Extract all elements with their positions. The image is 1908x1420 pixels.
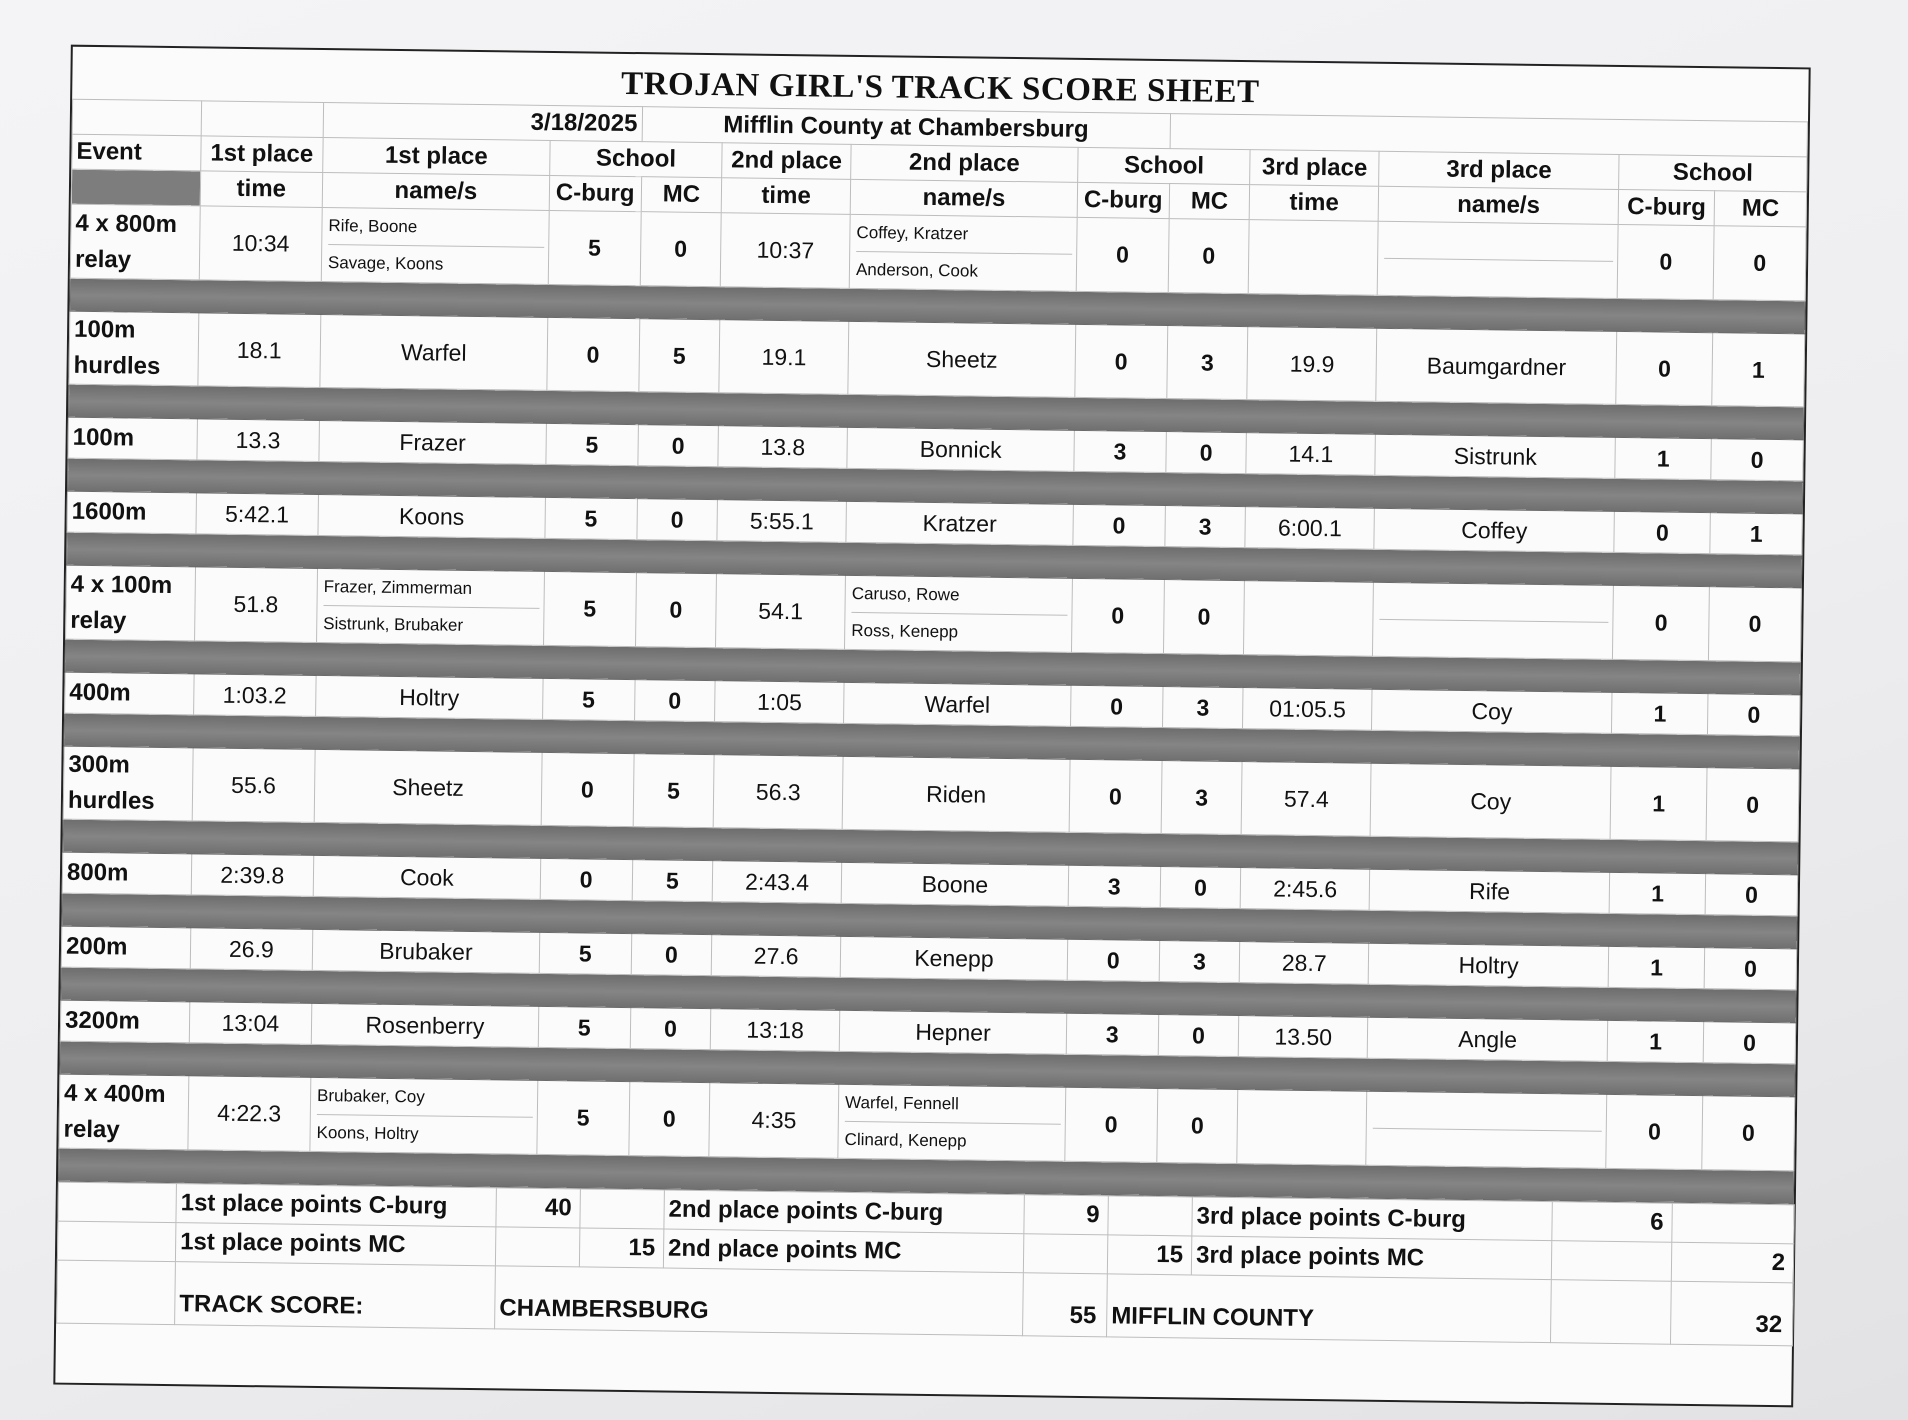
names-header: name/s	[322, 172, 549, 210]
names-header: name/s	[1378, 186, 1618, 224]
event-name	[65, 672, 194, 715]
event-name	[62, 852, 191, 895]
first-place-time: 51.8	[194, 567, 317, 643]
mc-header: MC	[641, 177, 722, 213]
third-mc-points: 0	[1711, 439, 1803, 481]
cburg-header: C-burg	[549, 175, 641, 211]
second-mc-points: 0	[1158, 1014, 1239, 1056]
second-cburg-points: 9	[1024, 1195, 1109, 1235]
mc-header: MC	[1714, 191, 1806, 227]
third-place-names-header: 3rd place	[1379, 151, 1619, 189]
event-name-line: 300m	[68, 750, 130, 779]
third-mc-points: 0	[1705, 874, 1797, 916]
results-table	[58, 99, 1808, 1205]
second-cburg-points: 0	[1069, 759, 1162, 833]
summary-blank	[1672, 1203, 1795, 1244]
third-cburg-points: 1	[1612, 692, 1709, 734]
event-name-line: 800m	[66, 858, 129, 887]
second-mc-points: 3	[1162, 687, 1243, 729]
second-cburg-points: 0	[1071, 685, 1163, 727]
third-cburg-points: 0	[1606, 1094, 1703, 1169]
first-mc-points: 0	[634, 680, 715, 722]
first-place-names: Brubaker	[312, 929, 539, 973]
third-place-time: 2:45.6	[1241, 868, 1370, 911]
first-cburg-points: 5	[543, 571, 636, 646]
third-place-names	[1377, 221, 1618, 298]
second-place-names: Warfel	[844, 682, 1071, 726]
first-place-names: Cook	[313, 855, 540, 899]
third-mc-points: 0	[1713, 226, 1806, 301]
first-place-time: 4:22.3	[188, 1076, 311, 1152]
second-place-names: Riden	[842, 756, 1070, 832]
third-cburg-points: 0	[1614, 511, 1711, 553]
second-place-names: Kratzer	[846, 501, 1073, 545]
third-place-time: 01:05.5	[1243, 688, 1372, 731]
third-cburg-points: 0	[1616, 331, 1713, 405]
first-place-names-line: Rife, Boone	[328, 216, 418, 237]
second-mc-points: 3	[1166, 326, 1248, 400]
first-cburg-points: 5	[539, 932, 631, 974]
summary-blank	[57, 1260, 176, 1325]
event-name-line: hurdles	[67, 786, 155, 815]
first-place-time: 2:39.8	[191, 854, 314, 897]
second-place-time: 13:18	[711, 1009, 840, 1052]
third-mc-points: 0	[1706, 768, 1799, 842]
third-cburg-points: 0	[1613, 585, 1710, 660]
first-place-time-header: 1st place	[200, 136, 323, 173]
time-header: time	[200, 171, 323, 208]
second-place-names: Bonnick	[847, 427, 1074, 471]
third-place-names	[1366, 1091, 1607, 1168]
second-mc-points: 15	[1107, 1235, 1192, 1275]
event-name	[60, 1000, 189, 1043]
third-place-names-line	[1380, 619, 1609, 623]
second-cburg-points: 3	[1066, 1013, 1158, 1055]
event-name	[70, 204, 200, 280]
first-place-time: 5:42.1	[196, 493, 319, 536]
second-mc-points: 0	[1163, 580, 1245, 655]
second-place-time: 54.1	[716, 574, 846, 650]
first-cburg-points: 5	[545, 497, 637, 539]
cburg-header: C-burg	[1077, 182, 1169, 218]
first-mc-points: 0	[637, 425, 718, 467]
event-header-shade	[71, 169, 200, 206]
second-cburg-points: 0	[1067, 939, 1159, 981]
third-cburg-points: 1	[1608, 946, 1705, 988]
third-mc-points: 0	[1702, 1096, 1795, 1171]
first-place-names-line: Brubaker, Coy	[316, 1085, 425, 1107]
second-place-names: Sheetz	[848, 321, 1076, 397]
second-cburg-points: 0	[1065, 1087, 1158, 1162]
second-place-names	[838, 1084, 1066, 1161]
event-name-line: relay	[74, 245, 132, 273]
first-place-names-line: Sistrunk, Brubaker	[323, 605, 539, 645]
second-place-names: Hepner	[839, 1010, 1066, 1054]
third-place-names: Coffey	[1374, 508, 1615, 552]
second-place-time-header: 2nd place	[722, 143, 851, 180]
summary-table	[56, 1182, 1795, 1347]
first-cburg-points: 40	[496, 1188, 581, 1228]
summary-blank	[1108, 1196, 1193, 1236]
header-blank	[72, 99, 201, 136]
first-cburg-points: 0	[541, 752, 634, 826]
event-name-line: 200m	[65, 932, 128, 961]
third-mc-points: 0	[1704, 948, 1796, 990]
event-name	[68, 417, 197, 460]
first-place-names	[316, 568, 544, 645]
third-cburg-points: 0	[1617, 224, 1714, 299]
meet-name: Mifflin County at Chambersburg	[642, 107, 1171, 149]
second-place-names-line: Anderson, Cook	[856, 251, 1072, 291]
first-cburg-points: 5	[546, 423, 638, 465]
first-mc-points: 5	[638, 319, 720, 393]
second-place-names-line: Warfel, Fennell	[844, 1092, 959, 1114]
second-place-time: 27.6	[712, 935, 841, 978]
score-sheet	[53, 45, 1810, 1408]
second-place-names-line: Caruso, Rowe	[851, 583, 960, 605]
event-name	[61, 926, 190, 969]
first-mc-points: 5	[632, 860, 713, 902]
second-place-time: 13.8	[718, 426, 847, 469]
third-place-time: 6:00.1	[1245, 507, 1374, 550]
third-place-time	[1237, 1090, 1367, 1166]
first-cburg-points: 5	[537, 1080, 630, 1155]
first-mc-points: 0	[628, 1082, 710, 1157]
team2-name: MIFFLIN COUNTY	[1107, 1274, 1552, 1343]
first-place-names-line: Frazer, Zimmerman	[323, 577, 473, 598]
second-place-names: Boone	[841, 862, 1068, 906]
third-place-names-line	[1373, 1128, 1602, 1132]
second-place-time: 2:43.4	[712, 861, 841, 904]
event-name-line: 4 x 400m	[63, 1079, 166, 1108]
second-cburg-label: 2nd place points C-burg	[664, 1190, 1024, 1234]
first-place-time: 13.3	[197, 419, 320, 462]
third-cburg-points: 1	[1615, 437, 1712, 479]
second-place-names	[845, 575, 1073, 652]
team1-score: 55	[1023, 1273, 1108, 1337]
third-mc-label: 3rd place points MC	[1191, 1236, 1551, 1280]
second-mc-label: 2nd place points MC	[663, 1229, 1023, 1273]
summary-blank	[495, 1227, 580, 1267]
team2-score: 32	[1670, 1281, 1793, 1346]
summary-blank	[1023, 1234, 1108, 1274]
third-place-time: 19.9	[1247, 327, 1377, 402]
event-name-line: 4 x 800m	[75, 209, 178, 238]
second-place-time: 10:37	[721, 213, 851, 289]
third-place-time: 14.1	[1246, 433, 1375, 476]
third-place-names: Holtry	[1368, 943, 1609, 987]
summary-blank	[580, 1189, 665, 1229]
third-mc-points: 0	[1709, 587, 1802, 662]
third-place-time: 57.4	[1242, 762, 1372, 837]
first-mc-points: 15	[579, 1228, 664, 1268]
event-name-line: relay	[63, 1115, 120, 1143]
summary-blank	[1550, 1280, 1671, 1345]
first-place-names: Warfel	[320, 314, 548, 390]
event-name	[59, 1074, 189, 1150]
second-mc-points: 0	[1160, 867, 1241, 909]
summary-blank	[58, 1182, 177, 1223]
time-header: time	[1250, 185, 1379, 222]
first-place-time: 26.9	[190, 928, 313, 971]
event-name-line: 100m	[72, 423, 135, 452]
first-cburg-points: 0	[547, 317, 640, 391]
first-place-names: Sheetz	[314, 749, 542, 825]
third-place-names: Baumgardner	[1376, 328, 1617, 404]
cburg-header: C-burg	[1618, 189, 1714, 225]
third-mc-points: 0	[1703, 1022, 1795, 1064]
second-place-time: 5:55.1	[717, 500, 846, 543]
first-cburg-label: 1st place points C-burg	[176, 1184, 496, 1227]
third-school-header: School	[1619, 154, 1807, 191]
event-name	[69, 311, 199, 386]
third-mc-points: 0	[1708, 694, 1800, 736]
first-place-names-line: Savage, Koons	[328, 244, 544, 284]
second-mc-points: 3	[1165, 506, 1246, 548]
first-mc-points: 0	[640, 212, 722, 287]
event-name	[66, 565, 196, 641]
first-cburg-points: 5	[542, 678, 634, 720]
first-place-time: 10:34	[199, 206, 322, 282]
third-cburg-points: 1	[1607, 1020, 1704, 1062]
first-mc-points: 5	[633, 754, 715, 828]
second-place-names-line: Coffey, Kratzer	[856, 222, 969, 244]
third-cburg-points: 1	[1609, 872, 1706, 914]
event-name-line: 400m	[69, 678, 131, 707]
first-place-names: Koons	[318, 494, 545, 538]
event-name-line: relay	[70, 606, 127, 634]
event-name-line: hurdles	[73, 351, 161, 380]
event-header: Event	[72, 134, 201, 171]
third-mc-points: 2	[1671, 1242, 1794, 1283]
first-place-names: Holtry	[316, 675, 543, 719]
second-mc-points: 3	[1159, 940, 1240, 982]
event-name-line: 1600m	[71, 497, 147, 526]
third-place-time	[1244, 581, 1374, 657]
third-place-names: Angle	[1367, 1017, 1608, 1061]
first-place-time: 13:04	[189, 1002, 312, 1045]
third-place-time-header: 3rd place	[1250, 150, 1379, 187]
third-place-names	[1373, 582, 1614, 659]
third-place-names: Coy	[1372, 689, 1613, 733]
event-name-line: 3200m	[64, 1006, 140, 1035]
team1-name: CHAMBERSBURG	[495, 1266, 1024, 1336]
second-cburg-points: 0	[1071, 578, 1164, 653]
second-cburg-points: 0	[1075, 324, 1168, 398]
second-place-names: Kenepp	[840, 936, 1067, 980]
first-cburg-points: 5	[548, 210, 641, 285]
mc-header: MC	[1169, 184, 1250, 220]
second-mc-points: 3	[1161, 761, 1243, 835]
event-name-line: 4 x 100m	[70, 570, 173, 599]
second-place-time: 4:35	[709, 1083, 839, 1159]
first-place-names	[321, 207, 549, 284]
first-mc-points: 0	[635, 573, 717, 648]
second-place-time: 56.3	[713, 755, 843, 830]
second-cburg-points: 3	[1068, 865, 1160, 907]
first-school-header: School	[550, 140, 723, 177]
first-place-names-line: Koons, Holtry	[316, 1114, 532, 1154]
second-school-header: School	[1078, 147, 1251, 184]
third-place-names: Coy	[1370, 763, 1611, 839]
first-place-time: 55.6	[192, 748, 315, 823]
first-cburg-points: 5	[538, 1006, 630, 1048]
second-mc-points: 0	[1156, 1088, 1238, 1163]
summary-blank	[1551, 1241, 1672, 1282]
event-name	[67, 491, 196, 534]
third-place-time: 13.50	[1239, 1016, 1368, 1059]
third-place-time	[1249, 220, 1379, 296]
first-place-names-header: 1st place	[323, 137, 550, 175]
second-place-names	[849, 214, 1077, 291]
second-cburg-points: 3	[1074, 430, 1166, 472]
second-mc-points: 0	[1168, 219, 1250, 294]
third-cburg-label: 3rd place points C-burg	[1192, 1197, 1552, 1241]
meet-date: 3/18/2025	[323, 102, 642, 141]
first-cburg-points: 0	[540, 858, 632, 900]
second-place-names-line: Ross, Kenepp	[851, 612, 1067, 652]
second-place-names-line: Clinard, Kenepp	[844, 1121, 1060, 1161]
third-cburg-points: 6	[1552, 1202, 1673, 1243]
second-mc-points: 0	[1166, 432, 1247, 474]
third-place-names: Sistrunk	[1375, 434, 1616, 478]
third-place-time: 28.7	[1240, 942, 1369, 985]
first-mc-points: 0	[631, 934, 712, 976]
first-mc-label: 1st place points MC	[175, 1223, 495, 1266]
time-header: time	[721, 178, 850, 215]
second-cburg-points: 0	[1076, 217, 1169, 292]
summary-blank	[57, 1221, 176, 1262]
event-name	[63, 746, 193, 821]
first-place-names	[310, 1077, 538, 1154]
first-place-time: 18.1	[198, 313, 321, 388]
third-mc-points: 1	[1710, 513, 1802, 555]
third-place-names: Rife	[1369, 869, 1610, 913]
first-mc-points: 0	[630, 1008, 711, 1050]
second-place-names-header: 2nd place	[851, 144, 1078, 182]
third-cburg-points: 1	[1610, 766, 1707, 840]
first-place-names: Rosenberry	[311, 1003, 538, 1047]
event-name-line: 100m	[73, 315, 136, 344]
first-place-time: 1:03.2	[193, 674, 316, 717]
track-score-label: TRACK SCORE:	[175, 1262, 496, 1329]
first-place-names: Frazer	[319, 420, 546, 464]
second-place-time: 1:05	[715, 681, 844, 724]
first-mc-points: 0	[636, 499, 717, 541]
third-mc-points: 1	[1712, 333, 1805, 407]
second-place-time: 19.1	[719, 320, 849, 395]
sheet-title-text: TROJAN GIRL'S TRACK SCORE SHEET	[620, 65, 1260, 111]
third-place-names-line	[1384, 258, 1613, 262]
names-header: name/s	[850, 179, 1077, 217]
header-blank	[201, 101, 324, 138]
second-cburg-points: 0	[1073, 504, 1165, 546]
